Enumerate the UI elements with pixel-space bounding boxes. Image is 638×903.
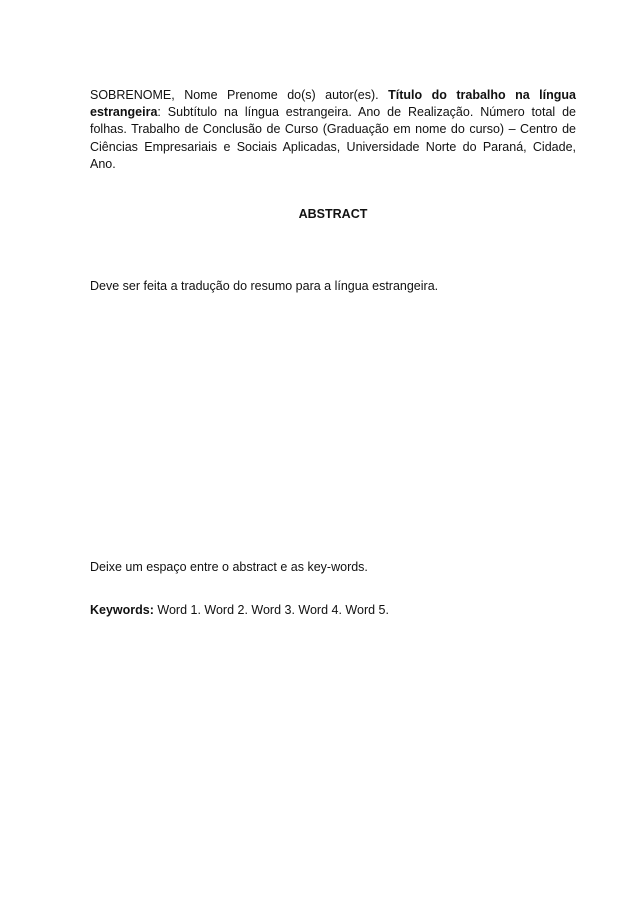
- abstract-body: Deve ser feita a tradução do resumo para a língua estrangeira.: [90, 279, 439, 293]
- reference-details: : Subtítulo na língua estrangeira. Ano de Realização. Número total de folhas. Trabalho de Conclusão de Curso (Graduação em nome do curso) – Centro de Ciências Empresariais e Sociais Aplicadas, Universidade Norte do Paraná, Cidade, Ano.: [90, 105, 576, 171]
- reference-author: SOBRENOME, Nome Prenome do(s) autor(es).: [90, 88, 389, 102]
- keywords-value: Word 1. Word 2. Word 3. Word 4. Word 5.: [153, 603, 389, 617]
- reference-title: Título do trabalho na língua estrangeira: [90, 88, 576, 120]
- keywords-label: Keywords:: [90, 603, 154, 617]
- keywords-line: [90, 603, 576, 617]
- bibliographic-reference: [90, 87, 576, 173]
- spacing-note: Deixe um espaço entre o abstract e as key-words.: [90, 560, 368, 574]
- abstract-heading: ABSTRACT: [298, 207, 368, 221]
